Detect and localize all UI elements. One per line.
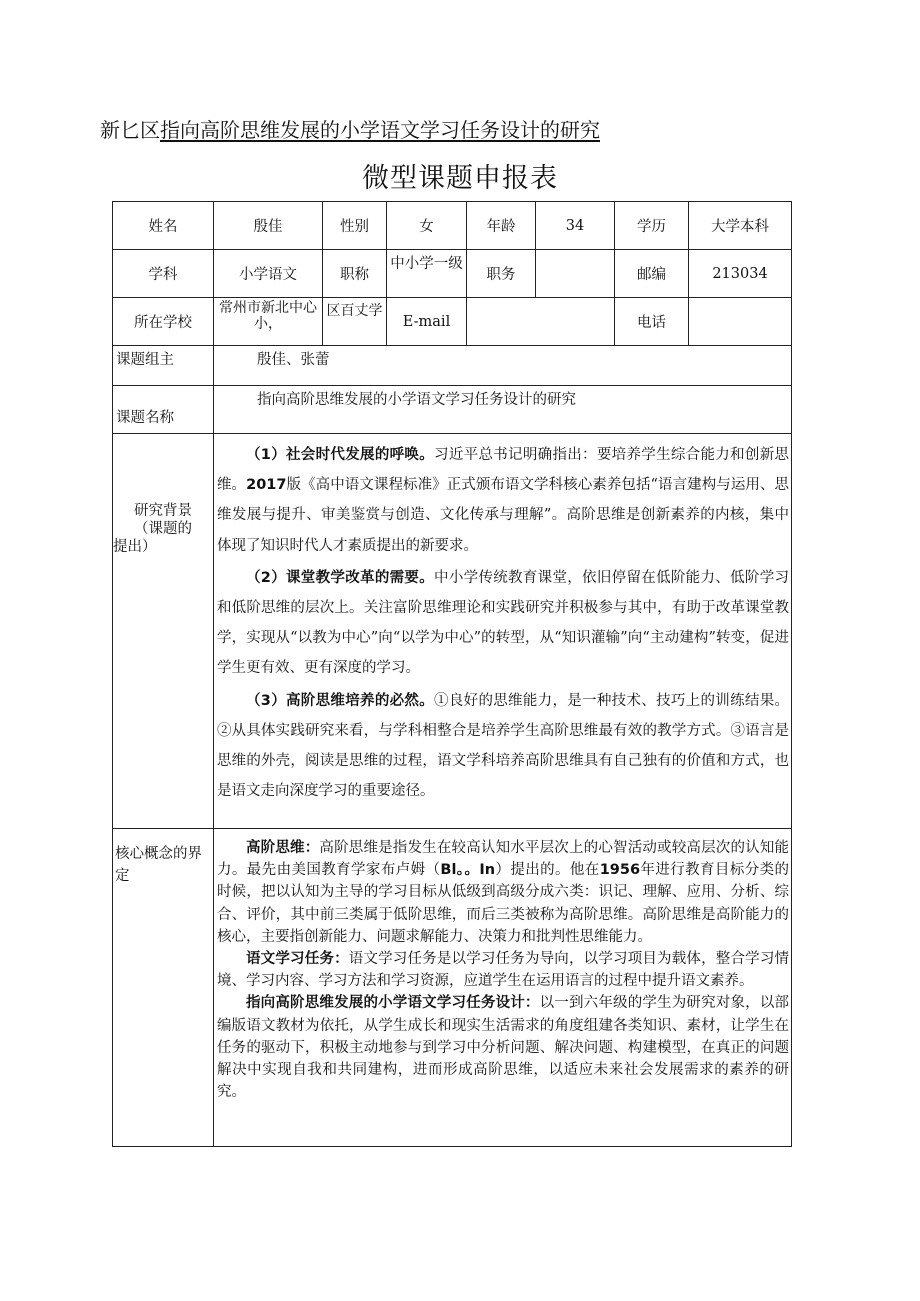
core-paragraph-2 <box>217 948 789 992</box>
topic-name-label: 课题名称 <box>113 386 214 434</box>
school-value-part1: 常州市新北中心小， <box>214 298 323 346</box>
background-paragraph-2 <box>217 563 789 684</box>
core-paragraph-1 <box>217 837 789 948</box>
subject-value: 小学语文 <box>214 250 323 298</box>
core-concepts-content <box>214 829 792 1147</box>
topic-name-value: 指向高阶思维发展的小学语文学习任务设计的研究 <box>214 386 792 434</box>
core-paragraph-3 <box>217 992 789 1103</box>
c1-text-b: ）提出的。他在 <box>495 862 600 879</box>
background-label-line3: 提出） <box>113 539 157 555</box>
background-content <box>214 434 792 829</box>
school-label: 所在学校 <box>113 298 214 346</box>
p2-text: 中小学传统教育课堂，依旧停留在低阶能力、低阶学习和低阶思维的层次上。关注富阶思维理论和实践研究并积极参与其中，有助于改革课堂教学，实现从“以教为中心”向“以学为中心”的转型，从“知识灌输”向“主动建构”转变，促进学生更有效、更有深度的学习。 <box>217 569 789 677</box>
row-subject-info <box>113 250 792 298</box>
title-value: 中小学一级 <box>387 250 467 298</box>
project-title: 指向高阶思维发展的小学语文学习任务设计的研究 <box>160 118 600 142</box>
school-value-part2: 区百丈学 <box>323 298 387 346</box>
postcode-value: 213034 <box>689 250 792 298</box>
core-concepts-label: 核心概念的界定 <box>113 829 214 1147</box>
c2-heading: 语文学习任务： <box>246 950 349 968</box>
background-label <box>113 434 214 829</box>
p1-year: 2017 <box>246 477 287 494</box>
phone-label: 电话 <box>615 298 689 346</box>
education-label: 学历 <box>615 202 689 250</box>
row-core-concepts <box>113 829 792 1147</box>
row-basic-info <box>113 202 792 250</box>
row-school-info <box>113 298 792 346</box>
c1-name: Bl。。In <box>440 862 496 879</box>
row-research-background <box>113 434 792 829</box>
c1-heading: 高阶思维： <box>246 839 320 856</box>
age-label: 年龄 <box>467 202 536 250</box>
application-form-table <box>112 201 792 1147</box>
age-value: 34 <box>536 202 615 250</box>
position-value <box>536 250 615 298</box>
name-value: 殷佳 <box>214 202 323 250</box>
c1-text-a: 高阶思维是指发生在较高认知水平层次上的心智活动或较高层次的认知能力。最先由美国教育学家布卢姆（ <box>217 840 790 879</box>
p1-heading: （1）社会时代发展的呼唤。 <box>246 447 435 463</box>
email-label: E-mail <box>387 298 467 346</box>
gender-value: 女 <box>387 202 467 250</box>
p2-heading: （2）课堂教学改革的需要。 <box>246 569 435 586</box>
subject-label: 学科 <box>113 250 214 298</box>
background-label-line1: 研究背景 <box>134 503 192 519</box>
c1-text-c: 年进行教育目标分类的时候，把以认知为主导的学习目标从低级到高级分成六类：识记、理解、应用、分析、综合、评价，其中前三类属于低阶思维，而后三类被称为高阶思维。高阶思维是高阶能力的核心，主要指创新能力、问题求解能力、决策力和批判性思维能力。 <box>217 862 790 945</box>
c3-heading: 指向高阶思维发展的小学语文学习任务设计： <box>246 994 540 1012</box>
title-label: 职称 <box>323 250 387 298</box>
district-prefix: 新匕区 <box>100 118 160 142</box>
position-label: 职务 <box>467 250 536 298</box>
name-label: 姓名 <box>113 202 214 250</box>
background-label-line2: （课题的 <box>134 521 192 537</box>
c2-text: 语文学习任务是以学习任务为导向，以学习项目为载体，整合学习情境、学习内容、学习方法和学习资源，应道学生在运用语言的过程中提升语文素养。 <box>217 951 789 990</box>
p3-heading: （3）高阶思维培养的必然。 <box>246 692 435 709</box>
p1-text-a: 习近平总书记明确指出：要培养学生综合能力和创新思维。 <box>217 447 789 494</box>
email-value <box>467 298 615 346</box>
p1-text-b: 版《高中语文课程标准》正式颁布语文学科核心素养包括“语言建构与运用、思维发展与提升、审美鉴赏与创造、文化传承与理解”。高阶思维是创新素养的内核，集中体现了知识时代人才素质提出的新要求。 <box>217 477 789 554</box>
row-group-leader <box>113 346 792 386</box>
background-paragraph-3 <box>217 686 789 807</box>
c1-year: 1956 <box>599 862 641 879</box>
c3-text: 以一到六年级的学生为研究对象，以部编版语文教材为依托，从学生成长和现实生活需求的角度组建各类知识、素材，让学生在任务的驱动下，积极主动地参与到学习中分析问题、解决问题、构建模型，在真正的问题解决中实现自我和共同建构，进而形成高阶思维，以适应未来社会发展需求的素养的研究。 <box>217 995 789 1101</box>
row-topic-name <box>113 386 792 434</box>
p3-text: ①良好的思维能力，是一种技术、技巧上的训练结果。②从具体实践研究来看，与学科相整合是培养学生高阶思维最有效的教学方式。③语言是思维的外壳，阅读是思维的过程，语文学科培养高阶思维具有自己独有的价值和方式，也是语文走向深度学习的重要途径。 <box>217 692 789 800</box>
postcode-label: 邮编 <box>615 250 689 298</box>
form-title: 微型课题申报表 <box>362 163 558 194</box>
education-value: 大学本科 <box>689 202 792 250</box>
group-leader-value: 殷佳、张蕾 <box>214 346 792 386</box>
header-line <box>100 114 600 143</box>
group-leader-label: 课题组主 <box>113 346 214 386</box>
phone-value <box>689 298 792 346</box>
gender-label: 性别 <box>323 202 387 250</box>
background-paragraph-1 <box>217 440 789 561</box>
